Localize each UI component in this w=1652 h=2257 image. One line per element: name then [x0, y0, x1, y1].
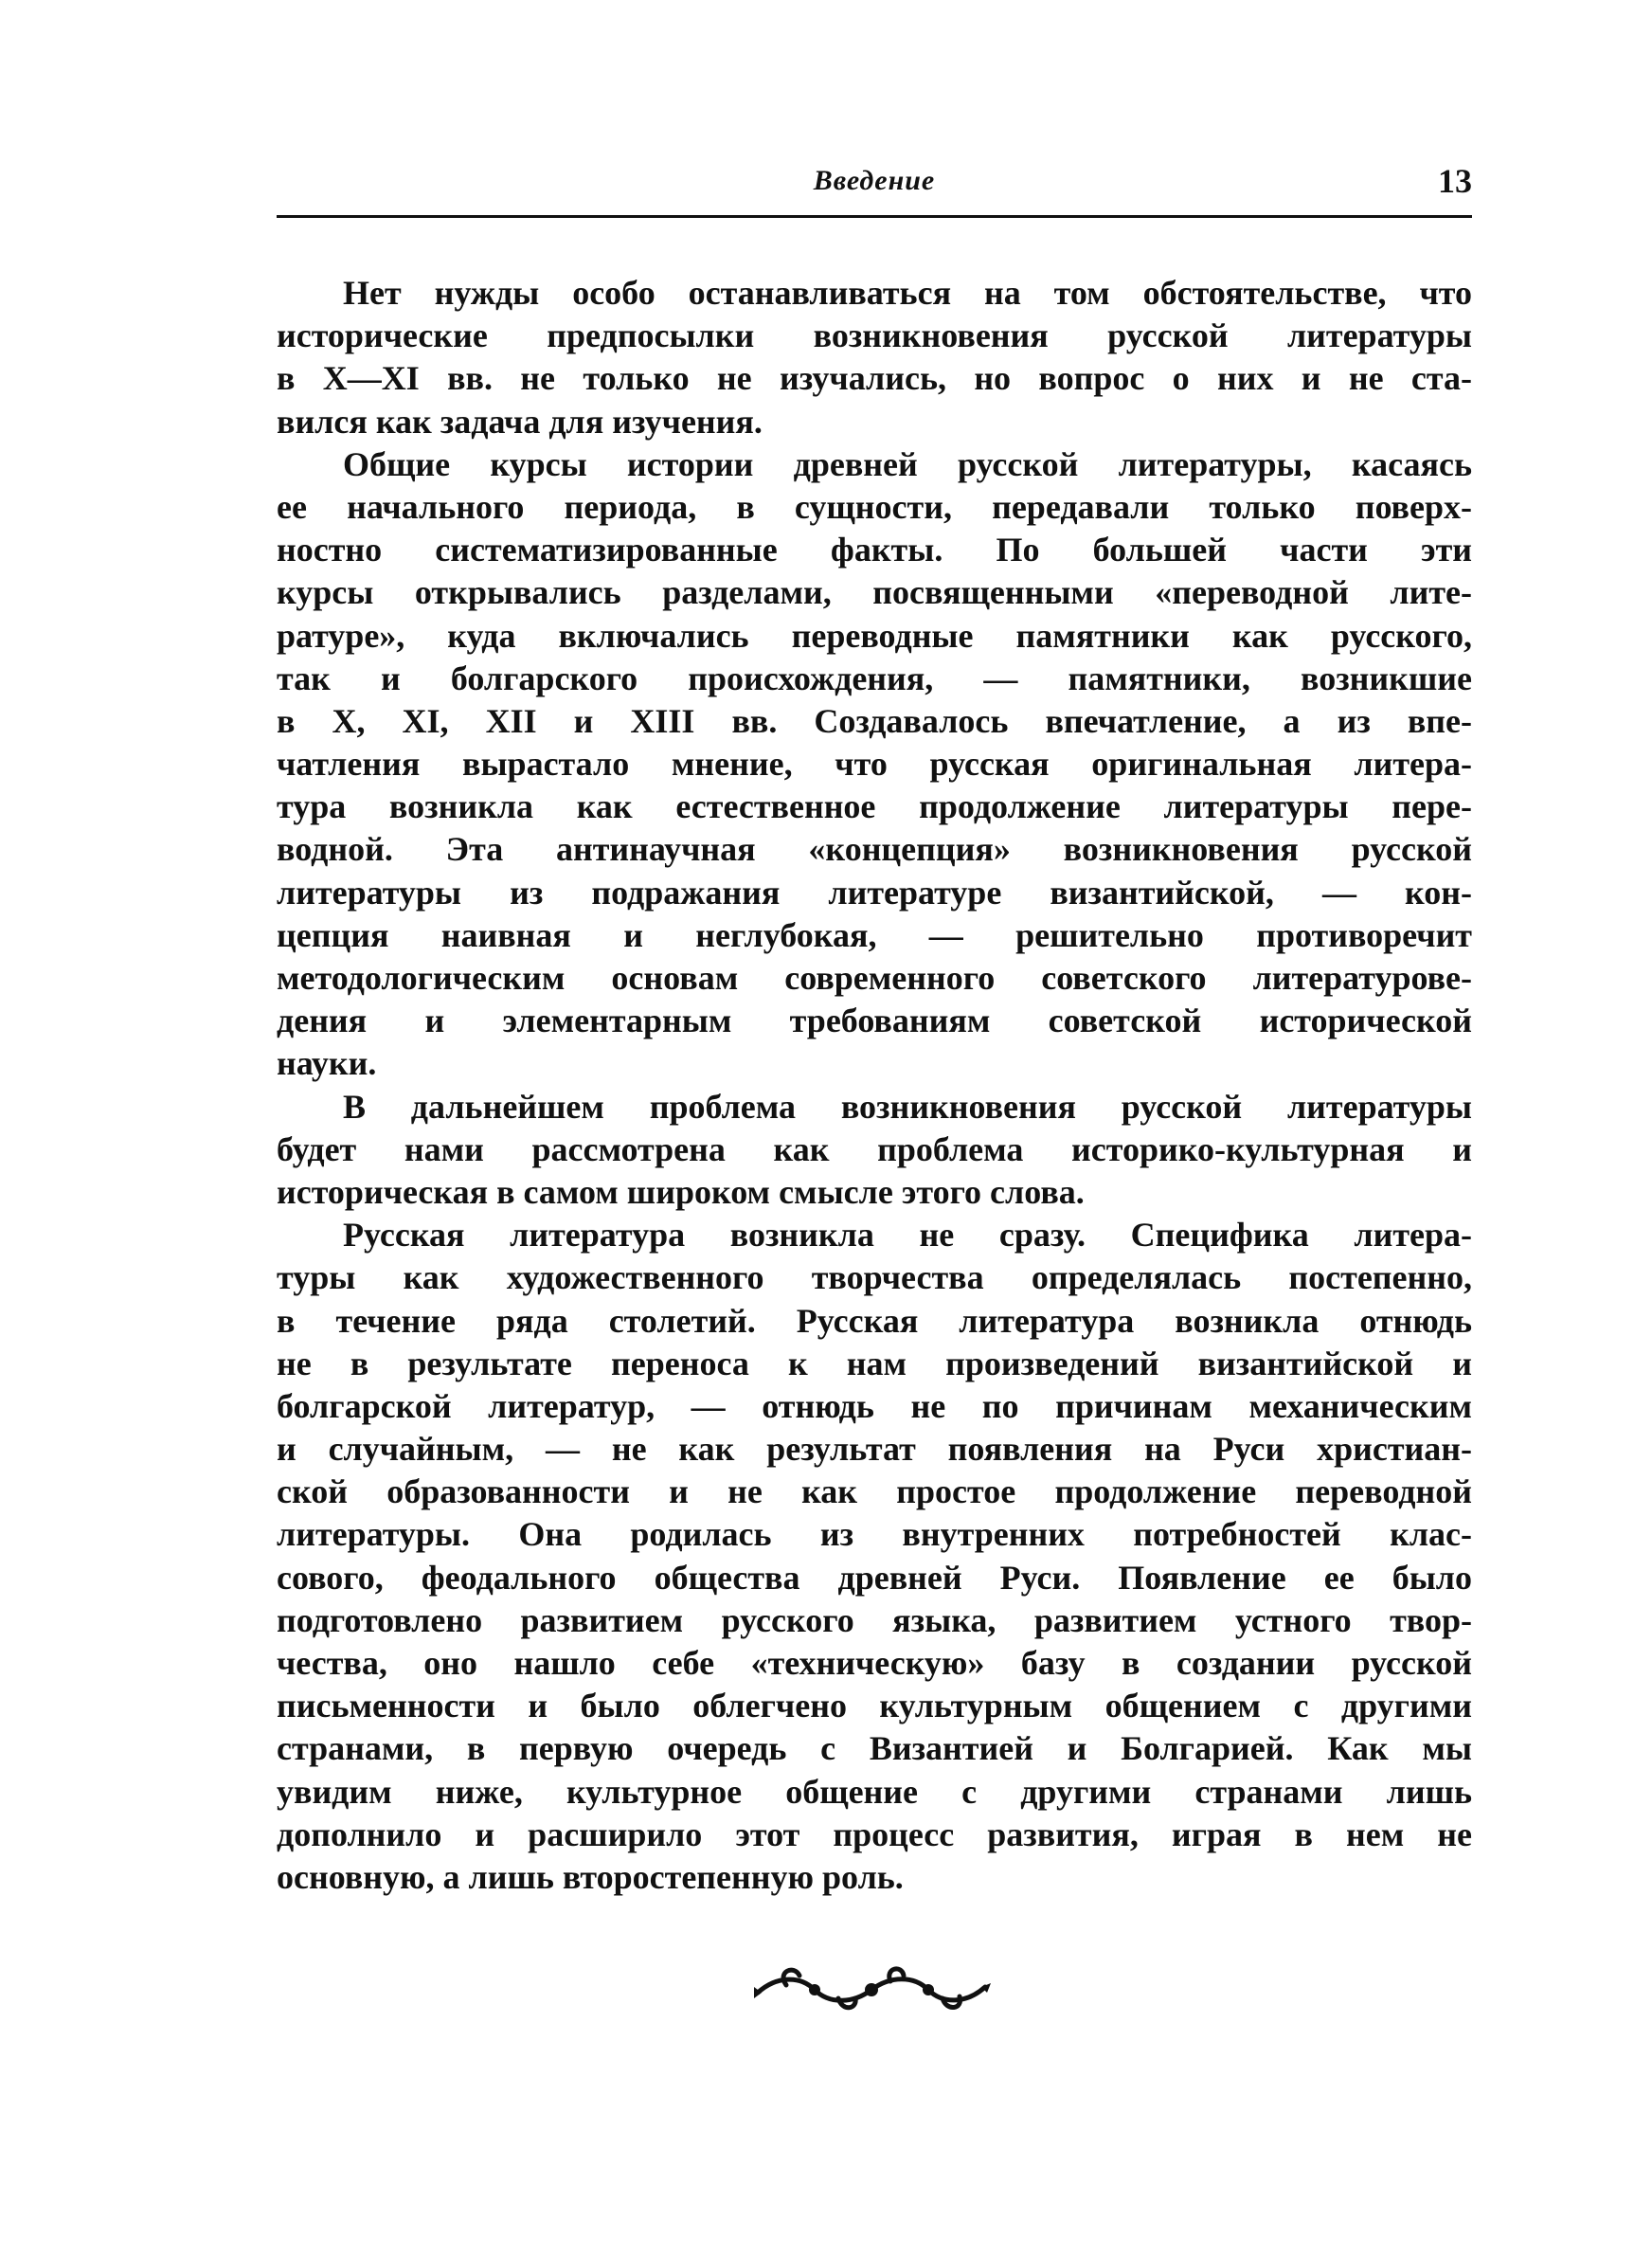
floral-ornament-icon	[748, 1957, 995, 2023]
text-line: науки.	[277, 1044, 377, 1083]
text-line: болгарской литератур, — отнюдь не по причинам механическим	[277, 1386, 1472, 1425]
text-line: ратуре», куда включались переводные памятники как русского,	[277, 616, 1472, 655]
text-line: тура возникла как естественное продолжение литературы пере-	[277, 787, 1472, 826]
page-header	[277, 161, 1472, 216]
text-line: сового, феодального общества древней Руси. Появление ее было	[277, 1558, 1472, 1597]
text-line: Нет нужды особо останавливаться на том обстоятельстве, что	[343, 274, 1472, 312]
text-line: чатления вырастало мнение, что русская оригинальная литера-	[277, 745, 1472, 784]
text-line: литературы из подражания литературе византийской, — кон-	[277, 873, 1472, 912]
header-rule	[277, 215, 1472, 218]
text-line: ностно систематизированные факты. По большей части эти	[277, 531, 1472, 569]
text-line: в X, XI, XII и XIII вв. Создавалось впечатление, а из впе-	[277, 701, 1472, 740]
text-line: историческая в самом широком смысле этого слова.	[277, 1172, 1085, 1211]
text-line: ской образованности и не как простое продолжение переводной	[277, 1472, 1472, 1511]
text-line: увидим ниже, культурное общение с другими странами лишь	[277, 1772, 1472, 1811]
text-line: методологическим основам современного советского литературове-	[277, 959, 1472, 997]
text-line: основную, а лишь второстепенную роль.	[277, 1857, 904, 1896]
text-line: туры как художественного творчества определялась постепенно,	[277, 1258, 1472, 1297]
text-line: чества, оно нашло себе «техническую» базу в создании русской	[277, 1644, 1472, 1682]
text-line: цепция наивная и неглубокая, — решительно противоречит	[277, 915, 1472, 954]
text-line: Русская литература возникла не сразу. Специфика литера-	[343, 1216, 1472, 1255]
text-line: В дальнейшем проблема возникновения русской литературы	[343, 1087, 1472, 1126]
body-text	[277, 272, 1472, 1899]
text-line: вился как задача для изучения.	[277, 402, 763, 441]
text-line: странами, в первую очередь с Византией и Болгарией. Как мы	[277, 1729, 1472, 1768]
text-line: так и болгарского происхождения, — памятники, возникшие	[277, 659, 1472, 697]
text-line: подготовлено развитием русского языка, развитием устного твор-	[277, 1600, 1472, 1639]
text-line: в X—XI вв. не только не изучались, но вопрос о них и не ста-	[277, 359, 1472, 398]
text-line: литературы. Она родилась из внутренних потребностей клас-	[277, 1515, 1472, 1554]
text-line: курсы открывались разделами, посвященными «переводной лите-	[277, 573, 1472, 612]
text-line: письменности и было облегчено культурным общением с другими	[277, 1687, 1472, 1725]
text-line: Общие курсы истории древней русской литературы, касаясь	[343, 444, 1472, 483]
text-line: исторические предпосылки возникновения русской литературы	[277, 316, 1472, 355]
running-title: Введение	[813, 165, 936, 196]
text-line: будет нами рассмотрена как проблема историко-культурная и	[277, 1129, 1472, 1168]
text-line: дения и элементарным требованиям советской исторической	[277, 1002, 1472, 1040]
page-number: 13	[1438, 162, 1472, 200]
text-line: и случайным, — не как результат появления на Руси христиан-	[277, 1430, 1472, 1469]
text-line: ее начального периода, в сущности, передавали только поверх-	[277, 487, 1472, 526]
text-line: не в результате переноса к нам произведений византийской и	[277, 1344, 1472, 1382]
text-line: в течение ряда столетий. Русская литература возникла отнюдь	[277, 1301, 1472, 1340]
text-line: водной. Эта антинаучная «концепция» возникновения русской	[277, 830, 1472, 869]
text-line: дополнило и расширило этот процесс развития, играя в нем не	[277, 1815, 1472, 1853]
